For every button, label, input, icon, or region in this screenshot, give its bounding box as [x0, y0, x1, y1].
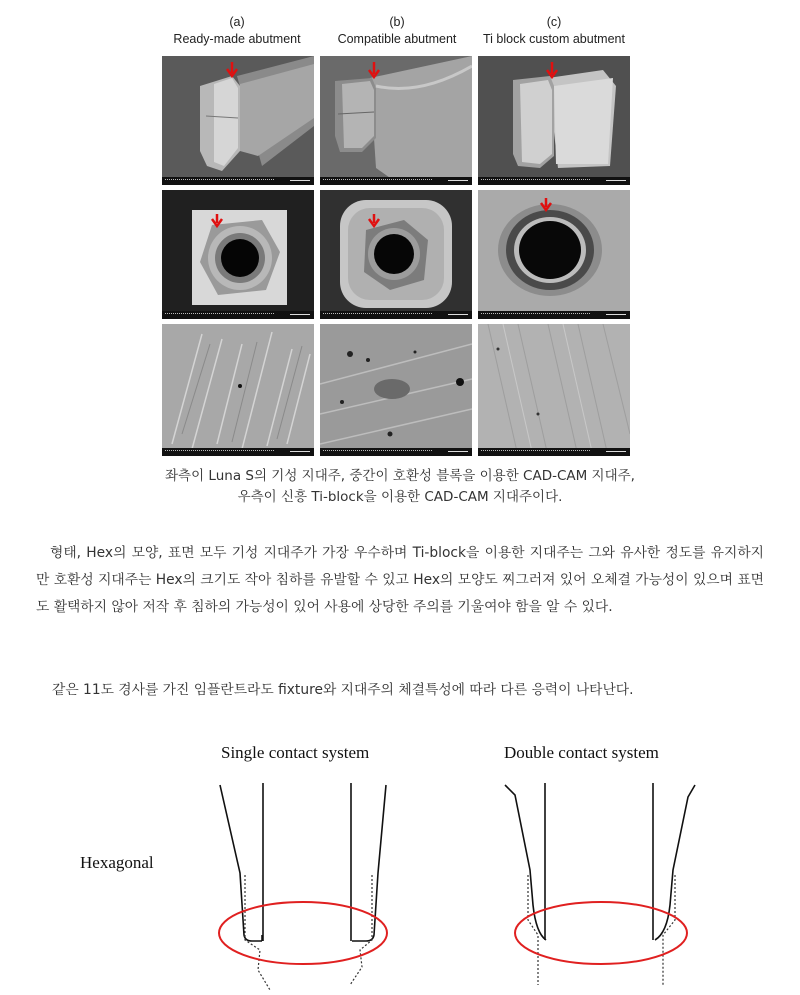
sem-side-view-a: [162, 56, 314, 185]
caption-line-1: 좌측이 Luna S의 기성 지대주, 중간이 호환성 블록을 이용한 CAD-CAM 지대주,: [165, 468, 635, 484]
column-letter: (a): [229, 15, 245, 29]
column-letter: (b): [389, 15, 405, 29]
sem-image-grid: [162, 56, 630, 456]
column-title: Ti block custom abutment: [483, 32, 625, 46]
hexagonal-row-label: Hexagonal: [80, 853, 154, 872]
connection-drawing: [0, 735, 800, 995]
sem-surface-view-a: [162, 324, 314, 456]
double-contact-title: Double contact system: [504, 743, 659, 762]
column-header-c: [474, 14, 634, 48]
column-header-b: [317, 14, 477, 48]
body-paragraph-1: 형태, Hex의 모양, 표면 모두 기성 지대주가 가장 우수하며 Ti-block을 이용한 지대주는 그와 유사한 정도를 유지하지만 호환성 지대주는 Hex의 크기도 작아 침하를 유발할 수 있고 Hex의 모양도 찌그러져 있어 오체결 가능성이 있으며 표면도 활택하지 않아 저작 후 침하의 가능성이 있어 사용에 상당한 주의를 기울여야 함을 알 수 있다.: [36, 545, 764, 615]
single-contact-title: Single contact system: [221, 743, 370, 762]
column-title: Ready-made abutment: [173, 32, 301, 46]
sem-hex-view-b: [320, 190, 472, 319]
sem-surface-view-b: [320, 324, 472, 456]
figure-caption: [0, 466, 800, 508]
figure-header: [162, 14, 634, 56]
body-paragraph-2: 같은 11도 경사를 가진 임플란트라도 fixture와 지대주의 체결특성에 따라 다른 응력이 나타난다.: [52, 682, 634, 698]
sem-hex-view-a: [162, 190, 314, 319]
sem-hex-view-c: [478, 190, 630, 319]
sem-side-view-b: [320, 56, 472, 185]
column-letter: (c): [546, 15, 562, 29]
contact-system-diagram: [0, 735, 800, 995]
column-title: Compatible abutment: [337, 32, 457, 46]
sem-side-view-c: [478, 56, 630, 185]
sem-surface-view-c: [478, 324, 630, 456]
caption-line-2: 우측이 신흥 Ti-block을 이용한 CAD-CAM 지대주이다.: [237, 489, 563, 505]
column-header-a: [157, 14, 317, 48]
